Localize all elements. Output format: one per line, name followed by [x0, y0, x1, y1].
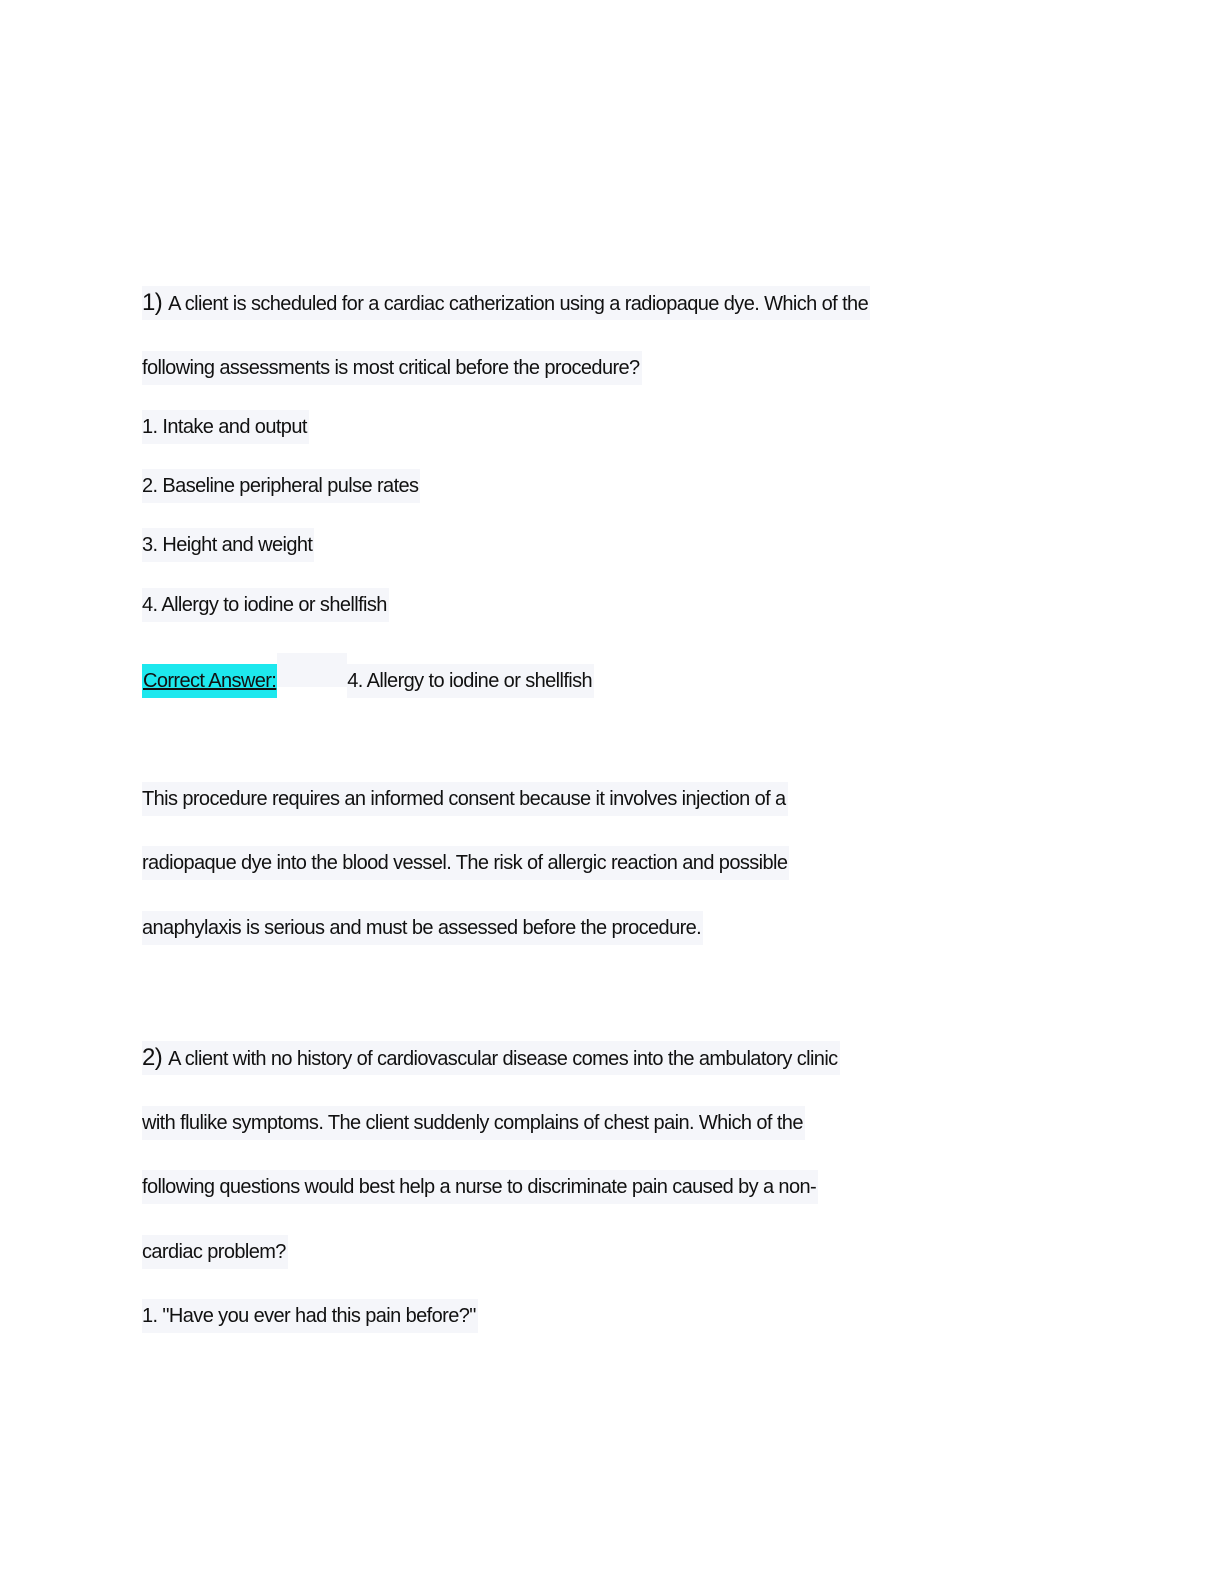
question-2-number: 2) — [142, 1044, 163, 1071]
question-1-stem-line-2: following assessments is most critical before the procedure? — [142, 351, 642, 385]
question-2-stem-text: A client with no history of cardiovascular disease comes into the ambulatory clinic — [168, 1048, 838, 1070]
question-1-rationale-line-3: anaphylaxis is serious and must be assessed before the procedure. — [142, 911, 703, 945]
question-1-stem-text: A client is scheduled for a cardiac catherization using a radiopaque dye. Which of the — [168, 293, 869, 315]
question-2-option-1: 1. "Have you ever had this pain before?" — [142, 1299, 478, 1333]
question-1-correct-answer — [142, 653, 594, 692]
question-2-stem-line-2: with flulike symptoms. The client suddenly complains of chest pain. Which of the — [142, 1106, 805, 1140]
question-2-stem-line-3: following questions would best help a nurse to discriminate pain caused by a non- — [142, 1170, 818, 1204]
question-1-option-3: 3. Height and weight — [142, 528, 314, 562]
question-1-number: 1) — [142, 289, 163, 316]
question-1-stem-line-1 — [142, 286, 870, 320]
question-1-option-2: 2. Baseline peripheral pulse rates — [142, 469, 420, 503]
question-1-rationale-line-2: radiopaque dye into the blood vessel. The risk of allergic reaction and possible — [142, 846, 789, 880]
correct-answer-value: 4. Allergy to iodine or shellfish — [347, 664, 594, 698]
correct-answer-label: Correct Answer: — [142, 664, 277, 698]
question-2-stem-line-1 — [142, 1041, 840, 1075]
question-1-option-4: 4. Allergy to iodine or shellfish — [142, 588, 389, 622]
question-1-rationale-line-1: This procedure requires an informed consent because it involves injection of a — [142, 782, 788, 816]
question-2-stem-line-4: cardiac problem? — [142, 1235, 288, 1269]
question-1-option-1: 1. Intake and output — [142, 410, 309, 444]
